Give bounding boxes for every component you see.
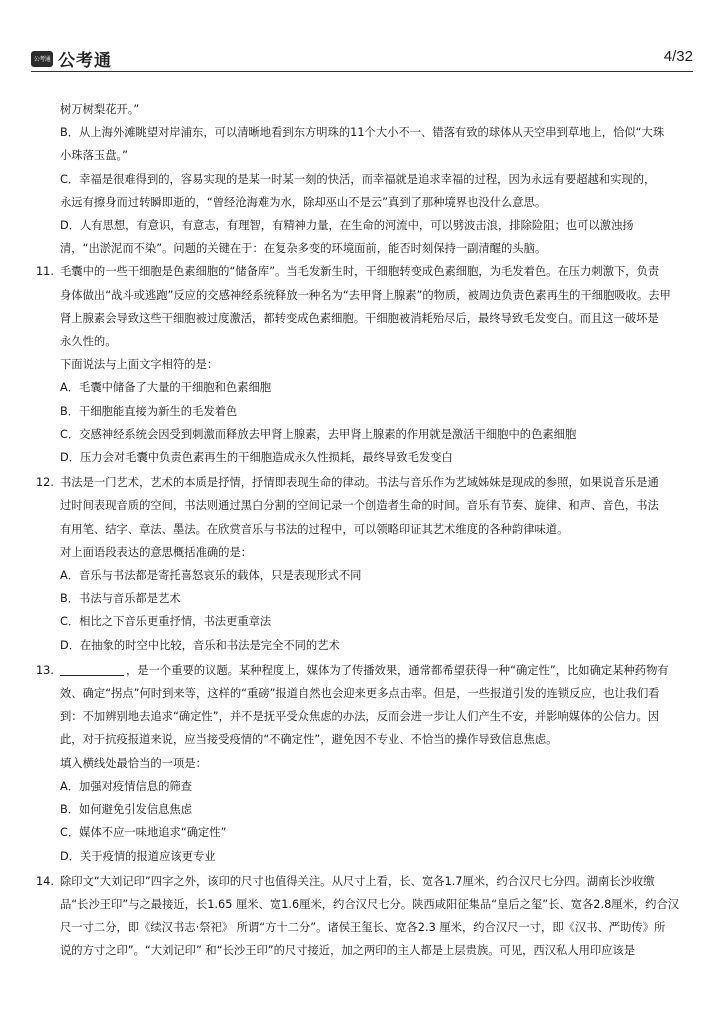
question-prompt: 对上面语段表达的意思概括准确的是：	[60, 545, 253, 559]
question-number: 12.	[36, 476, 54, 490]
page-number: 4/32	[663, 48, 693, 65]
option-c: C．幸福是很难得到的，容易实现的是某一时某一刻的快活，而幸福就是追求幸福的过程，因为永远有要超越和实现的，	[60, 172, 656, 186]
stem-line: 永久性的。	[60, 335, 117, 349]
question-14	[36, 870, 686, 963]
stem-line: 肾上腺素会导致这些干细胞被过度激活，都转变成色素细胞。干细胞被消耗殆尽后，最终导致毛发变白。而且这一破坏是	[60, 311, 659, 325]
stem-line: 除印文“大刘记印”四字之外，该印的尺寸也值得关注。从尺寸上看，长、宽各1.7厘米，约合汉尺七分四。湖南长沙收缴	[60, 874, 655, 888]
stem-line: 毛囊中的一些干细胞是色素细胞的“储备库”。当毛发新生时，干细胞转变成色素细胞，为毛发着色。在压力刺激下，负责	[60, 265, 660, 279]
question-prompt: 填入横线处最恰当的一项是：	[60, 756, 207, 770]
question-number: 14.	[36, 874, 54, 888]
option-d: D．关于疫情的报道应该更专业	[60, 849, 216, 863]
option-c: C．媒体不应一味地追求“确定性”	[60, 826, 227, 840]
stem-line: 书法是一门艺术，艺术的本质是抒情，抒情即表现生命的律动。书法与音乐作为艺域姊妹是现成的参照，如果说音乐是通	[60, 476, 659, 490]
brand-logo	[31, 46, 112, 71]
stem-line: 到：不加辨别地去追求“确定性”，并不是抚平受众焦虑的办法，反而会进一步让人们产生不安，并影响媒体的公信力。因	[60, 710, 660, 724]
option-a: A．音乐与书法都是寄托喜怒哀乐的载体，只是表现形式不同	[60, 569, 362, 583]
stem-line	[60, 659, 686, 682]
option-d: D．在抽象的时空中比较，音乐和书法是完全不同的艺术	[60, 638, 340, 652]
stem-line: 过时间表现音质的空间，书法则通过黑白分割的空间记录一个创造者生命的时间。音乐有节奏、旋律、和声、音色，书法	[60, 499, 659, 513]
question-number: 13.	[36, 663, 54, 677]
option-b: B．从上海外滩眺望对岸浦东，可以清晰地看到东方明珠的11个大小不一、错落有致的球体从天空串到草地上，恰似“大珠	[60, 126, 665, 140]
option-a: A．加强对疫情信息的筛查	[60, 779, 192, 793]
text-line: 清，“出淤泥而不染”。问题的关键在于：在复杂多变的环境面前，能否时刻保持一副清醒的头脑。	[60, 242, 547, 256]
option-c: C．交感神经系统会因受到刺激而释放去甲肾上腺素，去甲肾上腺素的作用就是激活干细胞中的色素细胞	[60, 427, 577, 441]
page-header	[31, 42, 693, 70]
prev-question-continuation	[36, 98, 686, 260]
text-line: 树万树梨花开。”	[60, 103, 140, 116]
stem-line: 尺一寸二分，即《续汉书志·祭祀》 所谓“方十二分”。诸侯王玺长、宽各2.3 厘米，约合汉尺一寸，即《汉书、严助传》所	[60, 921, 666, 935]
document-body	[36, 98, 686, 963]
stem-line: 身体做出“战斗或逃跑”反应的交感神经系统释放一种名为“去甲肾上腺素”的物质，被周边负责色素再生的干细胞吸收。去甲	[60, 288, 671, 302]
brand-name: 公考通	[58, 51, 112, 71]
stem-line: 效、确定“拐点”何时到来等，这样的“重磅”报道自然也会迎来更多点击率。但是，一些报道引发的连锁反应，也让我们看	[60, 687, 660, 701]
option-b: B．如何避免引发信息焦虑	[60, 803, 193, 817]
text-line: 小珠落玉盘。”	[60, 149, 128, 163]
stem-line: 有用笔、结字、章法、墨法。在欣赏音乐与书法的过程中，可以领略印证其艺术维度的各种韵律味道。	[60, 522, 569, 536]
logo-mark-icon: 公考通	[31, 51, 53, 67]
question-11	[36, 260, 686, 469]
option-d: D．压力会对毛囊中负责色素再生的干细胞造成永久性损耗，最终导致毛发变白	[60, 451, 453, 465]
fill-blank	[60, 663, 124, 676]
option-a: A．毛囊中储备了大量的干细胞和色素细胞	[60, 381, 272, 395]
question-12	[36, 471, 686, 657]
option-d: D．人有思想，有意识，有意志，有理智，有精神力量，在生命的河流中，可以劈波击浪，排除险阻；也可以激浊扬	[60, 219, 634, 233]
text-line: 永远有擦身而过转瞬即逝的，“曾经沧海难为水，除却巫山不是云”真到了那种境界也没什么意思。	[60, 195, 547, 209]
stem-line: 品“长沙王印”与之最接近，长1.65 厘米、宽1.6厘米，约合汉尺七分。陕西咸阳征集品“皇后之玺”长、宽各2.8厘米，约合汉	[60, 897, 680, 911]
stem-line: 此，对于抗疫报道来说，应当接受疫情的“不确定性”，避免因不专业、不恰当的操作导致信息焦虑。	[60, 733, 558, 747]
option-b: B．干细胞能直接为新生的毛发着色	[60, 404, 238, 418]
stem-line: 说的方寸之印”。“大刘记印” 和“长沙王印”的尺寸接近，加之两印的主人都是上层贵族。可见，西汉私人用印应该是	[60, 944, 636, 958]
header-divider	[31, 71, 693, 72]
option-c: C．相比之下音乐更重抒情，书法更重章法	[60, 615, 272, 629]
question-number: 11.	[36, 265, 54, 279]
question-prompt: 下面说法与上面文字相符的是：	[60, 358, 219, 372]
question-13	[36, 659, 686, 868]
option-b: B．书法与音乐都是艺术	[60, 592, 181, 606]
stem-text: ，是一个重要的议题。某种程度上，媒体为了传播效果，通常都希望获得一种“确定性”，比如确定某种药物有	[126, 663, 669, 677]
